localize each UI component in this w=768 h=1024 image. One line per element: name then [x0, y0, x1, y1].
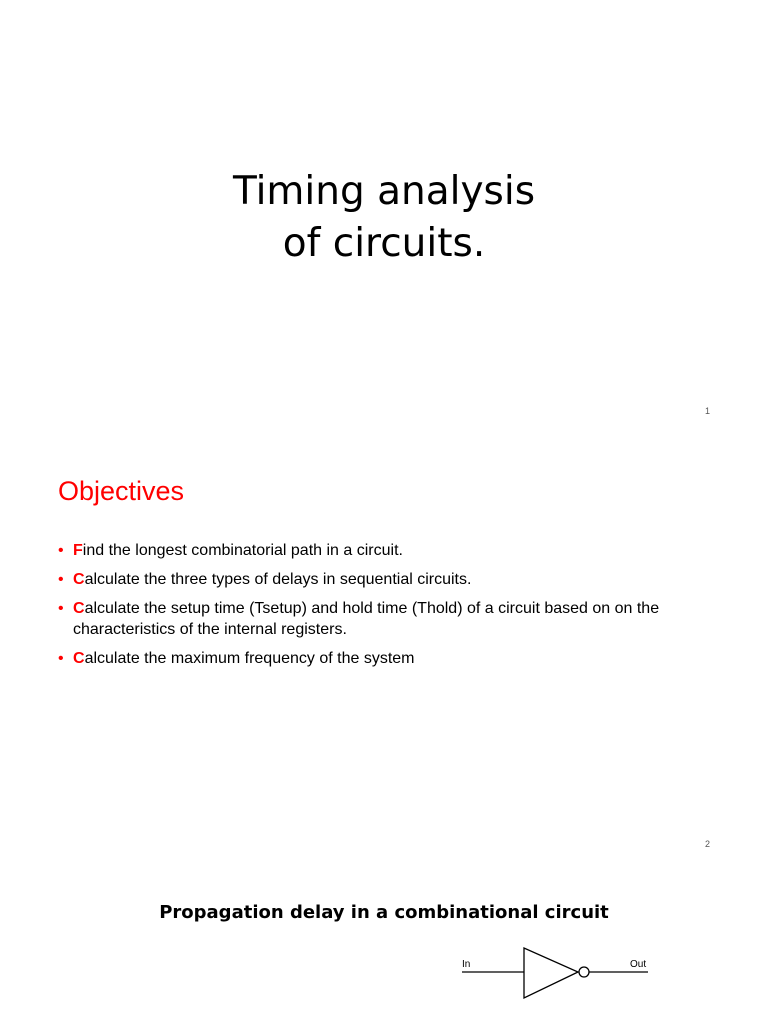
bullet-icon: • [58, 650, 64, 667]
slide-propagation-delay [0, 864, 768, 1024]
objectives-list [58, 540, 718, 677]
inverter-bubble-icon [579, 967, 589, 977]
objective-initial: F [73, 542, 83, 559]
title-line-2: of circuits. [282, 221, 486, 266]
objective-text: alculate the setup time (Tsetup) and hold time (Thold) of a circuit based on on the characteristics of the internal registers. [73, 600, 660, 638]
objective-text: alculate the maximum frequency of the system [84, 650, 415, 667]
slide-title-heading [0, 166, 768, 270]
slide-number: 1 [704, 406, 710, 416]
objective-item [58, 598, 718, 640]
slide-number: 2 [704, 839, 710, 849]
bullet-icon: • [58, 571, 64, 588]
inverter-triangle-icon [524, 948, 578, 998]
propagation-title: Propagation delay in a combinational circuit [159, 902, 609, 923]
slide-title [0, 0, 768, 432]
objective-item [58, 569, 718, 590]
out-label: Out [630, 959, 647, 970]
inverter-diagram [452, 946, 672, 1018]
objective-initial: C [73, 650, 85, 667]
objective-initial: C [73, 571, 85, 588]
objective-text: ind the longest combinatorial path in a circuit. [82, 542, 403, 559]
title-line-1: Timing analysis [232, 169, 536, 214]
in-label: In [462, 959, 471, 970]
bullet-icon: • [58, 542, 64, 559]
objective-item [58, 648, 718, 669]
slide-objectives [0, 432, 768, 864]
objective-item [58, 540, 718, 561]
objective-initial: C [73, 600, 85, 617]
objectives-heading: Objectives [58, 476, 185, 506]
objective-text: alculate the three types of delays in sequential circuits. [84, 571, 472, 588]
bullet-icon: • [58, 600, 64, 617]
